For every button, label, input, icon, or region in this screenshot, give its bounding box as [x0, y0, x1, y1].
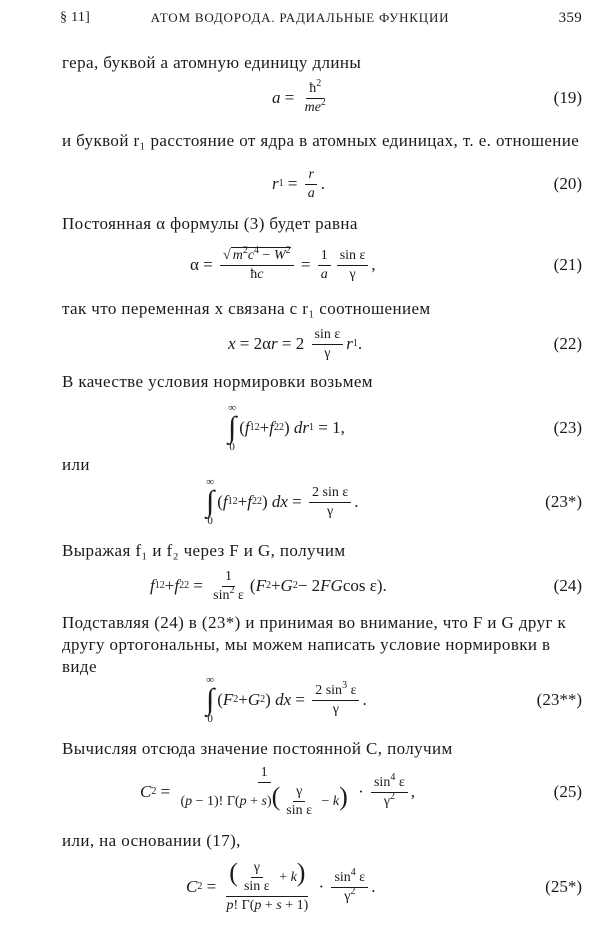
- equation-23: [0, 398, 600, 458]
- equation-number: (25*): [545, 877, 582, 896]
- formula-24: f 1 2 + f 2 2 = $\frac{1}{\sin^2 \varepsilon}$ ( F 2 + G 2 − 2 FG cos ε).: [150, 568, 387, 603]
- running-title: АТОМ ВОДОРОДА. РАДИАЛЬНЫЕ ФУНКЦИИ: [150, 10, 450, 25]
- paragraph-7: Выражая f₁ и f₂ через F и G, получим: [62, 541, 346, 560]
- formula-25-star: C 2 = ( $\frac{\gamma}{\text{sin ε}}$ + k) p! Γ(p + s + 1) · $\frac{\sin^4 \varepsilon}{\gamma^2}$ .: [186, 857, 376, 914]
- equation-number: (24): [553, 576, 582, 595]
- equation-21: [0, 243, 600, 287]
- page-number: 359: [558, 10, 582, 26]
- equation-number: (20): [553, 174, 582, 193]
- equation-number: (19): [553, 88, 582, 107]
- paragraph-5: В качестве условия нормировки возьмем: [62, 372, 373, 391]
- paragraph-10: или, на основании (17),: [62, 831, 241, 850]
- paragraph-8: Подставляя (24) в (23*) и принимая во внимание, что F и G друг к другу ортогональны, мы можем написать условие нормировки в виде: [62, 613, 567, 676]
- formula-22: x = 2α r = 2 $\frac{\text{sin ε}}{\gamma}$ r 1 .: [228, 326, 363, 361]
- formula-25: C 2 = 1 (p − 1)! Γ(p + s)( $\frac{\gamma}{\text{sin ε}}$ − k) · $\frac{\sin^4 \varepsilon}{\gamma^2}$ ,: [140, 764, 415, 819]
- paragraph-4: так что переменная x связана с r₁ соотношением: [62, 299, 431, 318]
- paragraph-9: Вычисляя отсюда значение постоянной C, получим: [62, 739, 453, 758]
- section-marker: § 11]: [60, 10, 91, 25]
- formula-21: α = $\frac{√ m^2c^4 - W^2}{ħc}$ = $\frac{1}{a}$ $\frac{\text{sin ε}}{\gamma}$ ,: [190, 244, 376, 282]
- equation-19: [0, 76, 600, 120]
- paragraph-1: гера, буквой a атомную единицу длины: [62, 53, 362, 72]
- paragraph-6: или: [62, 455, 90, 474]
- equation-number: (23**): [536, 690, 582, 709]
- equation-23-double-star: [0, 670, 600, 730]
- formula-23-double-star: ∞ ∫ 0 ( F 2 + G 2 ) dx = $\frac{2 \sin^3 \varepsilon}{\gamma}$ .: [206, 674, 367, 725]
- paragraph-2: и буквой r₁ расстояние от ядра в атомных единицах, т. е. отношение: [62, 131, 580, 150]
- equation-number: (25): [553, 782, 582, 801]
- formula-19: a = $\frac{ħ^2}{me^2}$: [272, 77, 326, 115]
- equation-25-star: [0, 856, 600, 918]
- equation-number: (21): [553, 255, 582, 274]
- paragraph-3: Постоянная α формулы (3) будет равна: [62, 214, 358, 233]
- equation-20: [0, 162, 600, 206]
- equation-24: [0, 564, 600, 608]
- equation-23-star: [0, 472, 600, 532]
- formula-23-star: ∞ ∫ 0 ( f 1 2 + f 2 2 ) dx = $\frac{\text{2 sin ε}}{\gamma}$ .: [206, 476, 359, 527]
- formula-20: r 1 = $\frac{r}{a}$ .: [272, 166, 325, 201]
- equation-number: (23): [553, 418, 582, 437]
- equation-number: (23*): [545, 492, 582, 511]
- formula-23: ∞ ∫ 0 ( f 1 2 + f 2 2 ) dr 1 = 1,: [228, 402, 345, 453]
- equation-22: [0, 322, 600, 366]
- equation-number: (22): [553, 334, 582, 353]
- equation-25: [0, 762, 600, 822]
